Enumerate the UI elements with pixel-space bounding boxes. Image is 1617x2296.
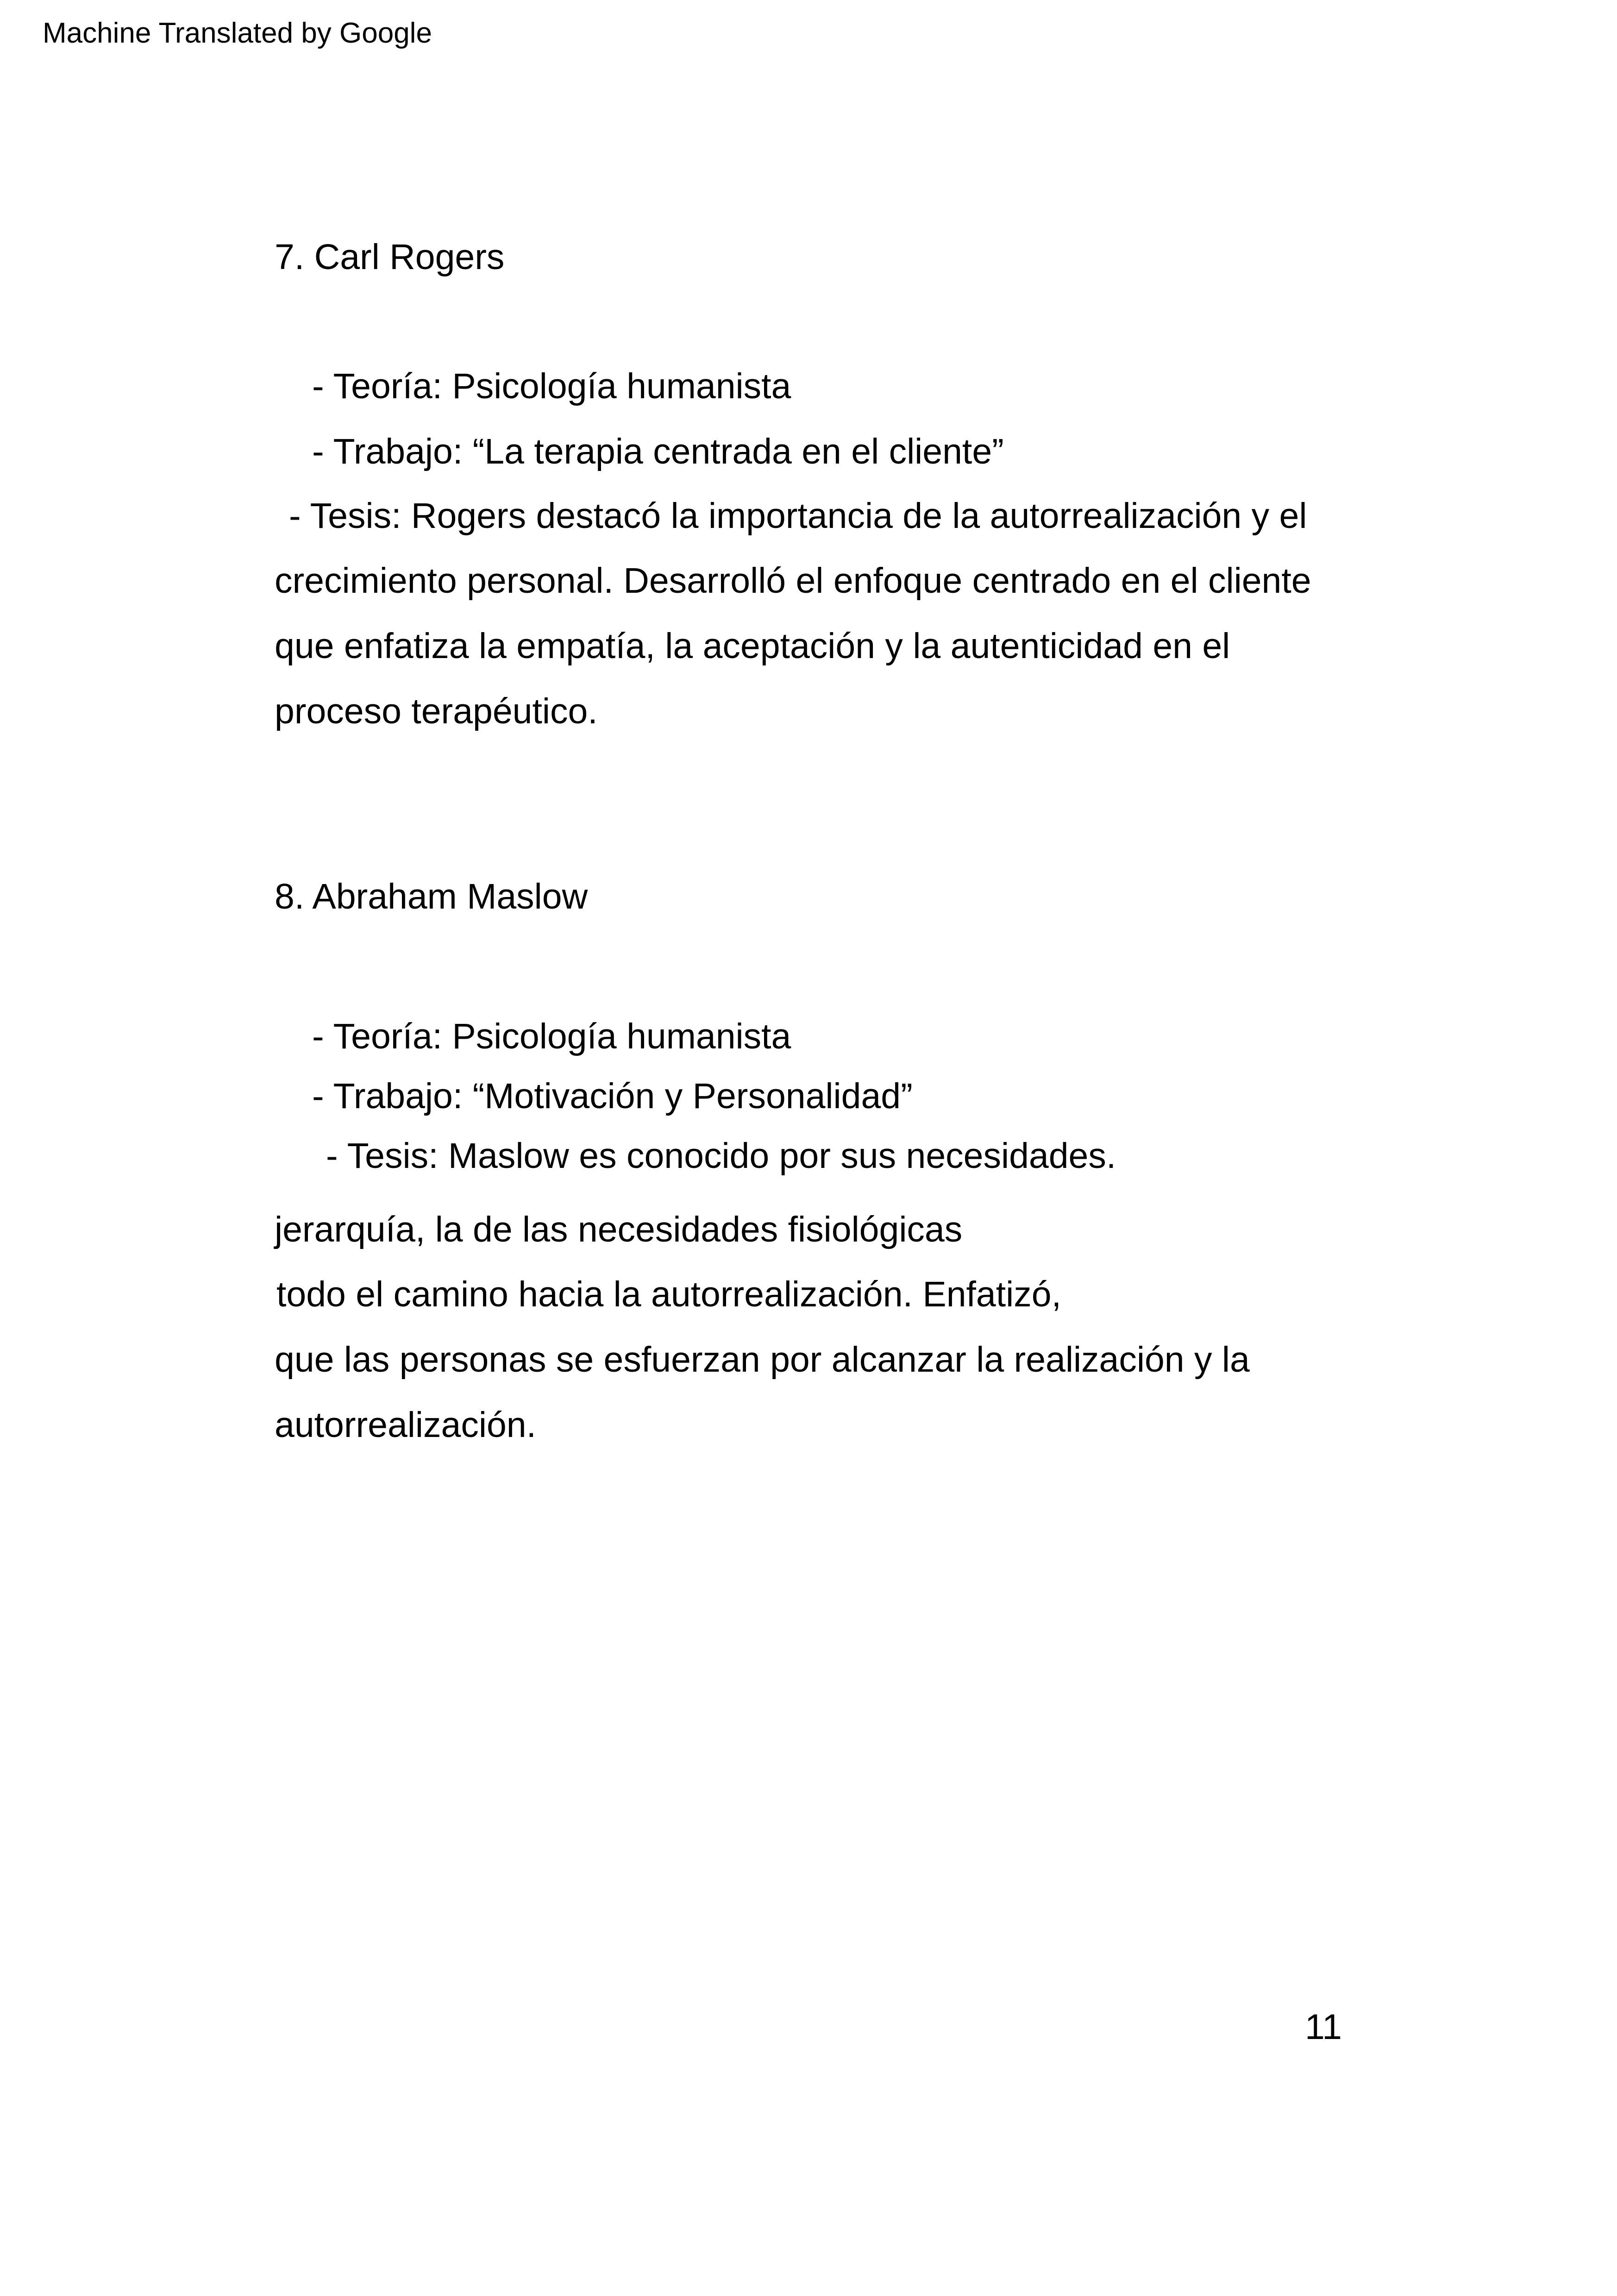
- rogers-theory: - Teoría: Psicología humanista: [312, 366, 791, 406]
- maslow-thesis-line-4: que las personas se esfuerzan por alcanzar la realización y la: [275, 1340, 1250, 1380]
- page-number: 11: [1305, 2007, 1342, 2047]
- rogers-thesis-line-2: crecimiento personal. Desarrolló el enfoque centrado en el cliente: [275, 561, 1311, 601]
- maslow-thesis-line-1: - Tesis: Maslow es conocido por sus necesidades.: [326, 1136, 1116, 1176]
- section-heading-maslow: 8. Abraham Maslow: [275, 877, 588, 916]
- maslow-thesis-line-2: jerarquía, la de las necesidades fisiológicas: [275, 1210, 963, 1249]
- maslow-thesis-line-5: autorrealización.: [275, 1405, 536, 1445]
- maslow-work: - Trabajo: “Motivación y Personalidad”: [312, 1076, 913, 1116]
- rogers-thesis-line-4: proceso terapéutico.: [275, 691, 598, 731]
- rogers-thesis-line-1: - Tesis: Rogers destacó la importancia de la autorrealización y el: [289, 496, 1307, 536]
- section-heading-rogers: 7. Carl Rogers: [275, 237, 505, 277]
- maslow-theory: - Teoría: Psicología humanista: [312, 1016, 791, 1056]
- machine-translation-note: Machine Translated by Google: [43, 17, 432, 49]
- maslow-thesis-line-3: todo el camino hacia la autorrealización. Enfatizó,: [276, 1274, 1061, 1314]
- rogers-work: - Trabajo: “La terapia centrada en el cliente”: [312, 432, 1004, 471]
- rogers-thesis-line-3: que enfatiza la empatía, la aceptación y la autenticidad en el: [275, 626, 1230, 666]
